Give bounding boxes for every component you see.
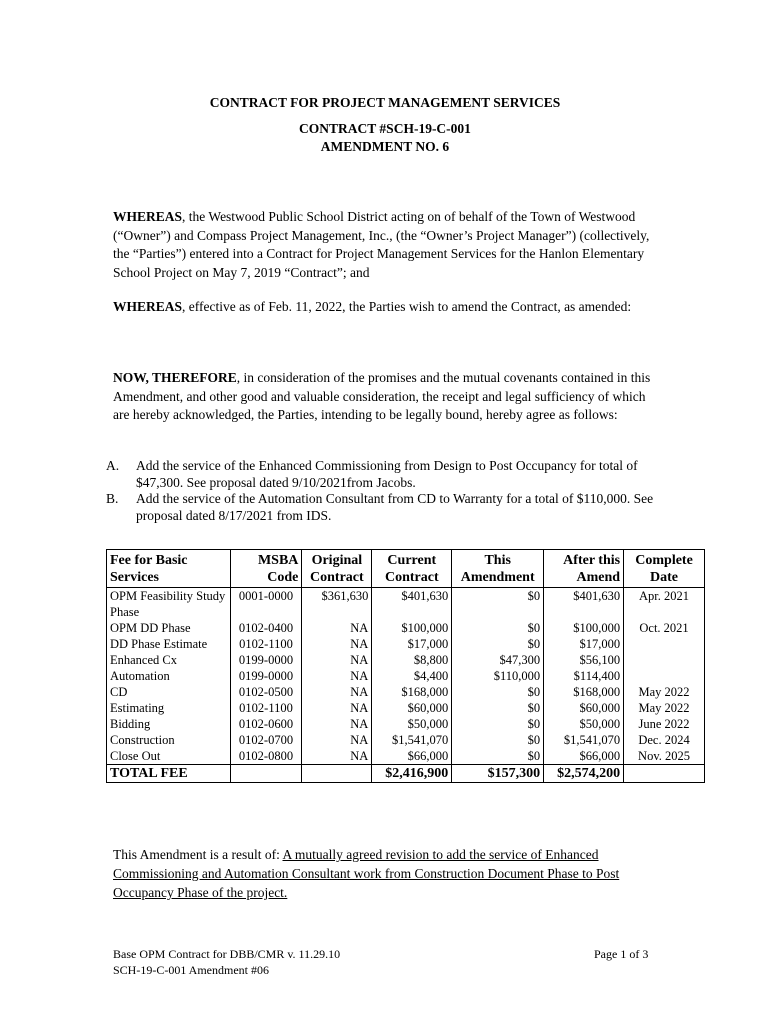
total-cell (624, 765, 705, 783)
table-row (107, 652, 705, 668)
contract-number: CONTRACT #SCH-19-C-001 (299, 121, 471, 136)
table-cell: 0102-0700 (230, 732, 302, 748)
document-title: CONTRACT FOR PROJECT MANAGEMENT SERVICES (209, 95, 561, 110)
table-cell: $66,000 (372, 748, 452, 765)
footer-contract-version: Base OPM Contract for DBB/CMR v. 11.29.10 (113, 947, 341, 961)
table-cell: June 2022 (624, 716, 705, 732)
table-cell: $60,000 (372, 700, 452, 716)
table-row (107, 700, 705, 716)
table-cell (624, 636, 705, 652)
table-cell: DD Phase Estimate (107, 636, 231, 652)
table-cell: 0102-0800 (230, 748, 302, 765)
total-cell (302, 765, 372, 783)
table-row (107, 716, 705, 732)
table-cell: $0 (452, 588, 544, 621)
total-cell: $2,574,200 (544, 765, 624, 783)
item-text: Add the service of the Automation Consultant from CD to Warranty for a total of $110,000. See proposal dated 8/17/2021 from IDS. (136, 491, 654, 523)
table-cell (624, 652, 705, 668)
table-cell: 0001-0000 (230, 588, 302, 621)
table-cell: Automation (107, 668, 231, 684)
reason-prefix: This Amendment is a result of: (113, 847, 283, 862)
table-cell: Dec. 2024 (624, 732, 705, 748)
table-cell: $0 (452, 684, 544, 700)
fee-table-body (107, 588, 705, 783)
table-cell: $0 (452, 748, 544, 765)
recital-2-text: , effective as of Feb. 11, 2022, the Parties wish to amend the Contract, as amended: (182, 299, 632, 314)
table-cell: NA (302, 716, 372, 732)
table-cell: $8,800 (372, 652, 452, 668)
table-row (107, 588, 705, 621)
operative-text: , in consideration of the promises and the mutual covenants contained in this Amendment, and other good and valuable consideration, the receipt and legal sufficiency of which are hereby acknowledged, the Parties, intending to be legally bound, hereby agree as follows: (113, 370, 651, 422)
amendment-item-a (106, 458, 666, 491)
table-cell: Construction (107, 732, 231, 748)
table-cell: $17,000 (544, 636, 624, 652)
table-cell: $17,000 (372, 636, 452, 652)
table-cell: May 2022 (624, 684, 705, 700)
table-cell: Estimating (107, 700, 231, 716)
table-cell: Close Out (107, 748, 231, 765)
table-cell: $0 (452, 716, 544, 732)
table-cell: $114,400 (544, 668, 624, 684)
reason-text: A mutually agreed revision to add the service of Enhanced Commissioning and Automation Consultant work from Construction Document Phase to Post Occupancy Phase of the project. (113, 847, 620, 900)
table-cell: NA (302, 732, 372, 748)
table-cell: 0102-0600 (230, 716, 302, 732)
table-cell: $401,630 (544, 588, 624, 621)
total-cell (230, 765, 302, 783)
footer-amendment-ref: SCH-19-C-001 Amendment #06 (113, 963, 269, 977)
table-cell: $50,000 (372, 716, 452, 732)
total-cell: $2,416,900 (372, 765, 452, 783)
total-row (107, 765, 705, 783)
table-cell: $168,000 (544, 684, 624, 700)
table-cell: $168,000 (372, 684, 452, 700)
table-cell: 0102-0500 (230, 684, 302, 700)
recital-1-text: , the Westwood Public School District acting on of behalf of the Town of Westwood (“Owner”) and Compass Project Management, Inc., (the “Owner’s Project Manager”) (collectively, the “Parties”) entered into a Contract for Project Management Services for the Hanlon Elementary School Project on May 7, 2019 “Contract”; and (113, 209, 650, 280)
table-cell: 0102-1100 (230, 636, 302, 652)
table-cell: $1,541,070 (544, 732, 624, 748)
recital-1-lead: WHEREAS (113, 209, 183, 224)
total-label: TOTAL FEE (107, 765, 231, 783)
table-cell: $361,630 (302, 588, 372, 621)
table-cell: $100,000 (544, 620, 624, 636)
table-row (107, 620, 705, 636)
table-cell: 0199-0000 (230, 668, 302, 684)
amendment-reason (113, 845, 633, 902)
footer-page-number: Page 1 of 3 (594, 947, 649, 961)
column-header: Original Contract (302, 550, 372, 588)
table-cell: $60,000 (544, 700, 624, 716)
table-cell: NA (302, 748, 372, 765)
table-cell: $401,630 (372, 588, 452, 621)
table-cell: $47,300 (452, 652, 544, 668)
table-cell: OPM Feasibility Study Phase (107, 588, 231, 621)
recital-paragraph-1 (113, 208, 658, 282)
column-header: MSBA Code (230, 550, 302, 588)
recital-paragraph-2 (113, 298, 658, 317)
table-cell: NA (302, 700, 372, 716)
table-row (107, 748, 705, 765)
total-cell: $157,300 (452, 765, 544, 783)
table-row (107, 668, 705, 684)
table-cell (624, 668, 705, 684)
table-row (107, 636, 705, 652)
table-cell: Enhanced Cx (107, 652, 231, 668)
item-marker: A. (106, 458, 120, 473)
fee-table-header (107, 550, 705, 588)
item-marker: B. (106, 491, 119, 506)
table-cell: OPM DD Phase (107, 620, 231, 636)
table-row (107, 684, 705, 700)
column-header: Current Contract (372, 550, 452, 588)
table-cell: $0 (452, 732, 544, 748)
amendment-item-b (106, 491, 666, 524)
operative-paragraph (113, 369, 658, 425)
amendment-number: AMENDMENT NO. 6 (320, 139, 450, 154)
table-cell: Bidding (107, 716, 231, 732)
table-cell: 0199-0000 (230, 652, 302, 668)
table-cell: Oct. 2021 (624, 620, 705, 636)
table-cell: $110,000 (452, 668, 544, 684)
table-row (107, 732, 705, 748)
table-cell: $100,000 (372, 620, 452, 636)
table-cell: NA (302, 620, 372, 636)
table-cell: NA (302, 652, 372, 668)
table-cell: $56,100 (544, 652, 624, 668)
table-cell: $50,000 (544, 716, 624, 732)
column-header: After this Amend (544, 550, 624, 588)
amendment-items (106, 458, 666, 524)
operative-lead: NOW, THEREFORE (113, 370, 237, 385)
table-cell: 0102-1100 (230, 700, 302, 716)
column-header: Fee for Basic Services (107, 550, 231, 588)
table-cell: $1,541,070 (372, 732, 452, 748)
column-header: Complete Date (624, 550, 705, 588)
table-cell: $66,000 (544, 748, 624, 765)
item-text: Add the service of the Enhanced Commissioning from Design to Post Occupancy for total of $47,300. See proposal dated 9/10/2021from Jacobs. (136, 458, 638, 490)
table-cell: NA (302, 684, 372, 700)
table-cell: NA (302, 636, 372, 652)
table-cell: CD (107, 684, 231, 700)
table-cell: NA (302, 668, 372, 684)
table-cell: Apr. 2021 (624, 588, 705, 621)
table-cell: Nov. 2025 (624, 748, 705, 765)
table-cell: May 2022 (624, 700, 705, 716)
fee-table (106, 549, 705, 783)
table-cell: $0 (452, 636, 544, 652)
table-cell: $0 (452, 620, 544, 636)
table-cell: 0102-0400 (230, 620, 302, 636)
column-header: This Amendment (452, 550, 544, 588)
table-cell: $4,400 (372, 668, 452, 684)
recital-2-lead: WHEREAS (113, 299, 183, 314)
table-cell: $0 (452, 700, 544, 716)
